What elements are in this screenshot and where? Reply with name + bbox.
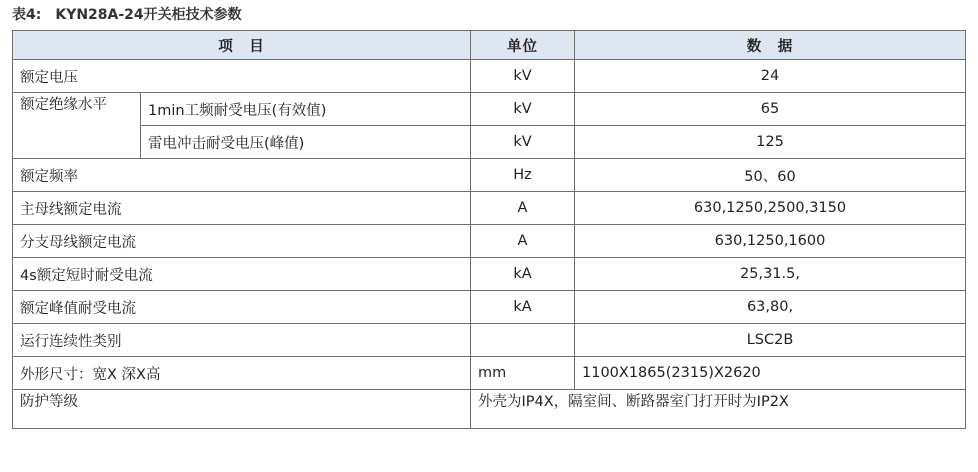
- row-item: 外形尺寸：宽X 深X高: [13, 357, 471, 390]
- row-unit: kV: [471, 126, 575, 159]
- row-value: 50、60: [575, 159, 966, 192]
- row-subitem: 1min工频耐受电压(有效值): [141, 93, 471, 126]
- row-value: 125: [575, 126, 966, 159]
- row-unit: kA: [471, 291, 575, 324]
- table-row: [13, 390, 966, 429]
- row-item: 4s额定短时耐受电流: [13, 258, 471, 291]
- row-item: 分支母线额定电流: [13, 225, 471, 258]
- row-unit: Hz: [471, 159, 575, 192]
- table-row: [13, 93, 966, 126]
- caption-prefix: 表4:: [12, 7, 42, 23]
- row-item: 额定频率: [13, 159, 471, 192]
- table-header-row: [13, 31, 966, 60]
- caption-title: KYN28A-24开关柜技术参数: [55, 7, 242, 23]
- row-value: 外壳为IP4X，隔室间、断路器室门打开时为IP2X: [471, 390, 966, 429]
- row-unit: kV: [471, 60, 575, 93]
- table-row: [13, 126, 966, 159]
- row-unit: A: [471, 225, 575, 258]
- table-row: [13, 291, 966, 324]
- row-item: 主母线额定电流: [13, 192, 471, 225]
- row-value: 65: [575, 93, 966, 126]
- table-row: [13, 192, 966, 225]
- table-row: [13, 60, 966, 93]
- header-item: 项 目: [13, 31, 471, 60]
- table-row: [13, 324, 966, 357]
- row-value: 25,31.5,: [575, 258, 966, 291]
- table-caption: [12, 4, 242, 24]
- row-unit: kA: [471, 258, 575, 291]
- row-item: 运行连续性类别: [13, 324, 471, 357]
- row-unit: A: [471, 192, 575, 225]
- row-unit: [471, 324, 575, 357]
- header-unit: 单位: [471, 31, 575, 60]
- table-row: [13, 225, 966, 258]
- row-value: 630,1250,1600: [575, 225, 966, 258]
- table-row: [13, 159, 966, 192]
- spec-table: [12, 30, 966, 429]
- row-value: 63,80,: [575, 291, 966, 324]
- table-row: [13, 258, 966, 291]
- row-unit: mm: [471, 357, 575, 390]
- row-subitem: 雷电冲击耐受电压(峰值): [141, 126, 471, 159]
- row-value: LSC2B: [575, 324, 966, 357]
- table-row: [13, 357, 966, 390]
- row-value: 24: [575, 60, 966, 93]
- row-item: 额定绝缘水平: [13, 93, 141, 159]
- row-item: 额定电压: [13, 60, 471, 93]
- row-value: 630,1250,2500,3150: [575, 192, 966, 225]
- row-item: 额定峰值耐受电流: [13, 291, 471, 324]
- row-value: 1100X1865(2315)X2620: [575, 357, 966, 390]
- header-value: 数 据: [575, 31, 966, 60]
- row-unit: kV: [471, 93, 575, 126]
- row-item: 防护等级: [13, 390, 471, 429]
